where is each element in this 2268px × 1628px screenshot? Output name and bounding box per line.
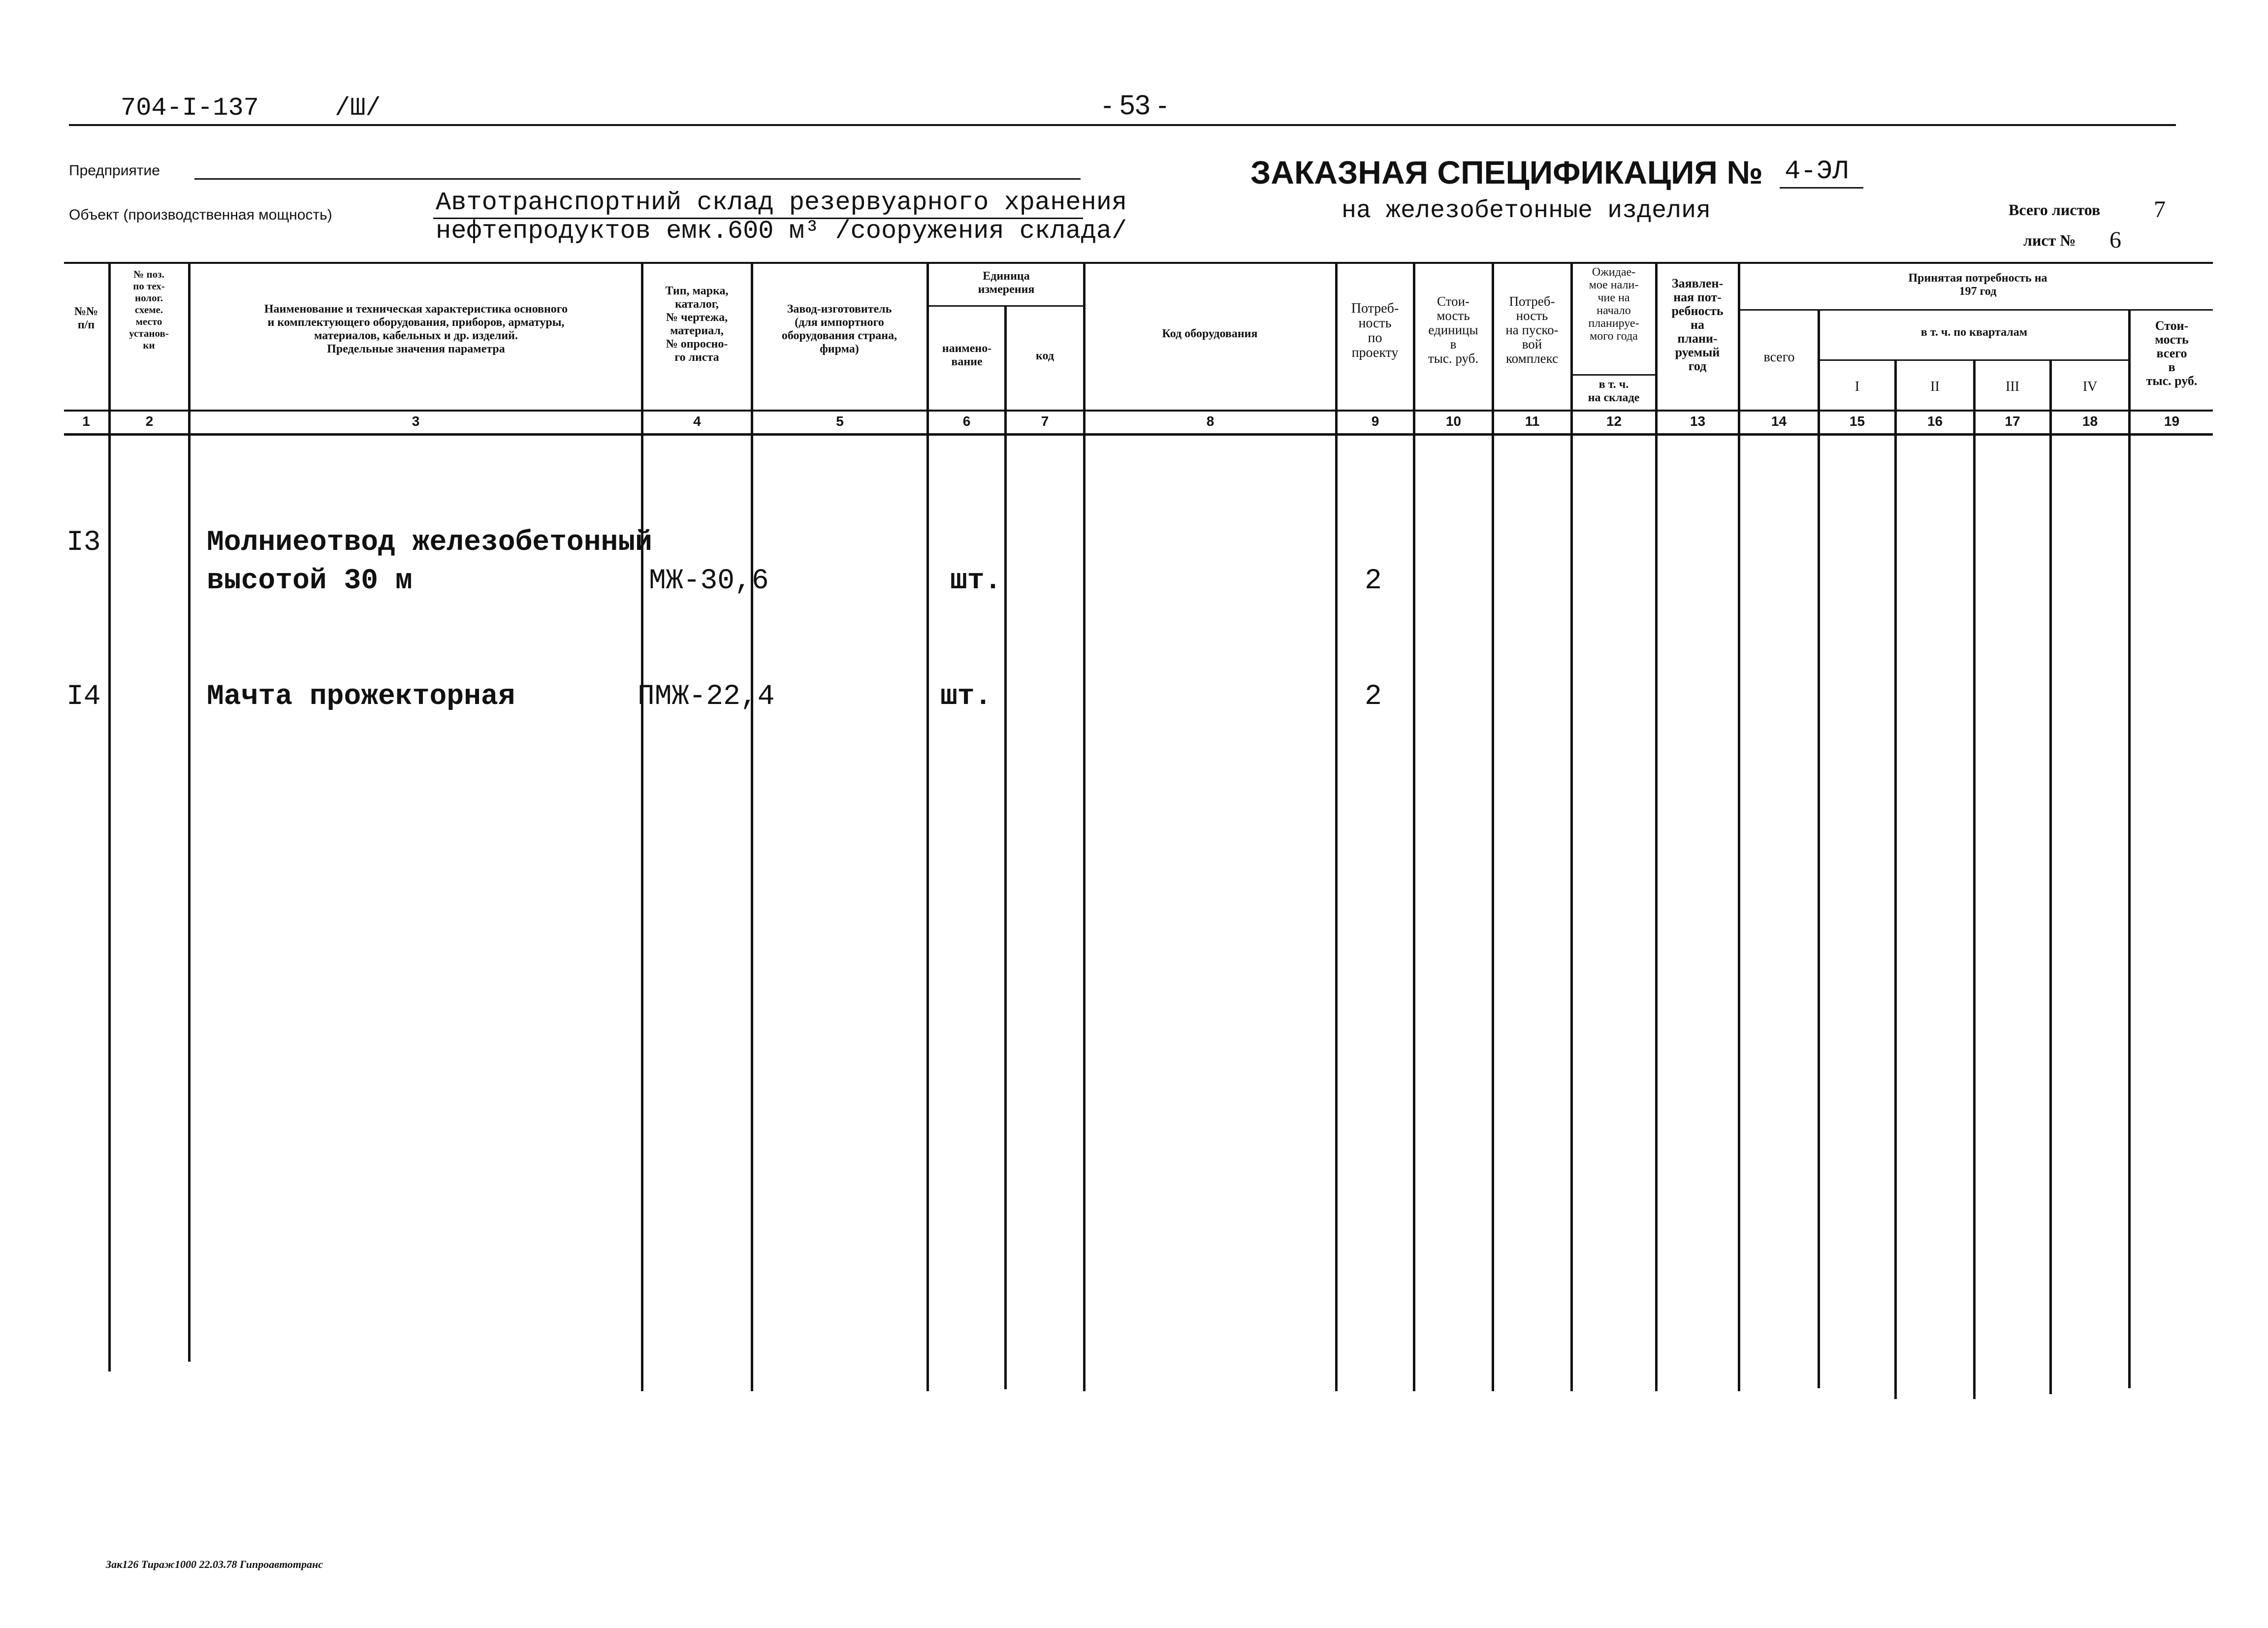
header-accepted-group: Принятая потребность на 197 год [1908, 272, 2047, 298]
colnum-11: 11 [1525, 414, 1540, 429]
header-c8: Код оборудования [1162, 327, 1258, 340]
colnum-17: 17 [2005, 414, 2020, 429]
header-c14: всего [1763, 350, 1795, 365]
item-unit: шт. [940, 681, 992, 713]
header-c2: № поз. по тех- нолог. схеме. место установ- ки [129, 268, 169, 351]
spec-number-underline [1780, 187, 1863, 189]
header-c9: Потреб- ность по проекту [1351, 301, 1399, 360]
enterprise-label: Предприятие [69, 162, 160, 179]
colnum-bottom-rule [64, 433, 2213, 436]
col-rule-8 [1335, 264, 1338, 1391]
object-label: Объект (производственная мощность) [69, 207, 332, 223]
header-c5: Завод-изготовитель (для импортного оборудования страна, фирма) [781, 303, 897, 355]
accepted-group-rule [1740, 309, 2213, 311]
colnum-13: 13 [1690, 414, 1706, 429]
col-rule-7 [1083, 264, 1086, 1391]
item-name: Молниеотвод железобетонный [207, 527, 652, 559]
colnum-5: 5 [836, 414, 844, 429]
col-rule-3 [641, 264, 643, 1391]
colnum-9: 9 [1371, 414, 1379, 429]
document-part: /Ш/ [335, 94, 381, 123]
col-rule-12 [1655, 264, 1658, 1391]
page-number: - 53 - [1103, 89, 1167, 120]
colnum-12: 12 [1606, 414, 1622, 429]
col-rule-13 [1738, 264, 1740, 1391]
item-qty: 2 [1365, 681, 1382, 713]
header-unit-group: Единица измерения [978, 270, 1035, 296]
sheets-total-label: Всего листов [2009, 201, 2101, 219]
c12-split-rule [1573, 374, 1656, 376]
header-c16: II [1930, 379, 1940, 394]
header-c10: Стои- мость единицы в тыс. руб. [1428, 294, 1479, 366]
col-rule-4 [751, 264, 753, 1391]
col-rule-10 [1492, 264, 1494, 1391]
item-type: МЖ-30,6 [649, 565, 769, 597]
colnum-8: 8 [1206, 414, 1214, 429]
col-rule-14 [1818, 310, 1820, 1388]
object-value-line2: нефтепродуктов емк.600 м³ /сооружения склада/ [436, 217, 1127, 246]
colnum-2: 2 [145, 414, 154, 429]
colnum-10: 10 [1445, 414, 1462, 429]
header-c7: код [1036, 350, 1054, 362]
item-unit: шт. [950, 565, 1002, 597]
col-rule-18 [2128, 310, 2131, 1388]
item-name: Мачта прожекторная [207, 681, 515, 713]
col-rule-16 [1973, 360, 1976, 1399]
enterprise-underline [194, 178, 1081, 180]
print-info: Зак126 Тираж1000 22.03.78 Гипроавтотранс [106, 1558, 323, 1570]
table-top-border [64, 262, 2213, 264]
colnum-14: 14 [1771, 414, 1787, 429]
colnum-6: 6 [962, 414, 971, 429]
item-type: ПМЖ-22,4 [638, 681, 775, 713]
header-c15: I [1854, 379, 1860, 394]
col-rule-17 [2049, 360, 2052, 1394]
colnum-3: 3 [412, 414, 420, 429]
header-c12-bottom: в т. ч. на складе [1588, 378, 1640, 404]
colnum-15: 15 [1849, 414, 1865, 429]
header-c17: III [2006, 379, 2019, 394]
header-c4: Тип, марка, каталог, № чертежа, материал, № опросно- го листа [665, 285, 729, 364]
sheets-total-value: 7 [2154, 196, 2166, 223]
header-bottom-rule [64, 410, 2213, 412]
spec-subtitle: на железобетонные изделия [1342, 197, 1711, 225]
header-c6: наимено- вание [942, 342, 992, 368]
spec-title: ЗАКАЗНАЯ СПЕЦИФИКАЦИЯ № [1250, 154, 1763, 191]
sheet-label: лист № [2023, 231, 2076, 249]
colnum-1: 1 [82, 414, 90, 429]
col-rule-15 [1894, 360, 1897, 1399]
colnum-16: 16 [1927, 414, 1943, 429]
col-rule-5 [926, 264, 929, 1391]
header-c11: Потреб- ность на пуско- вой комплекс [1505, 294, 1559, 366]
header-c13: Заявлен- ная пот- ребность на плани- руемый год [1671, 276, 1724, 373]
col-rule-9 [1413, 264, 1415, 1391]
header-c12-top: Ожидае- мое нали- чие на начало планируе- мого года [1588, 266, 1639, 343]
item-name-line2: высотой 30 м [207, 565, 413, 597]
spec-number: 4-ЭЛ [1785, 157, 1849, 187]
item-qty: 2 [1365, 565, 1382, 597]
object-value-line1: Автотранспортний склад резервуарного хранения [436, 188, 1127, 217]
col-rule-11 [1570, 264, 1573, 1391]
col-rule-1 [108, 264, 111, 1372]
colnum-7: 7 [1041, 414, 1049, 429]
header-c3: Наименование и техническая характеристика основного и комплектующего оборудования, приборов, арматуры, материалов, кабельных и др. изделий. Предельные значения параметра [264, 303, 568, 355]
colnum-4: 4 [693, 414, 701, 429]
row-number: I4 [66, 681, 101, 713]
top-rule [69, 124, 2176, 126]
sheet-value: 6 [2109, 227, 2121, 253]
document-code: 704-I-137 [121, 94, 259, 123]
colnum-18: 18 [2082, 414, 2098, 429]
header-c1: №№ п/п [74, 305, 98, 331]
header-c18: IV [2082, 379, 2098, 394]
row-number: I3 [66, 527, 101, 559]
header-c19: Стои- мость всего в тыс. руб. [2146, 319, 2198, 388]
colnum-19: 19 [2164, 414, 2180, 429]
col-rule-6 [1004, 306, 1007, 1389]
header-quarters-group: в т. ч. по кварталам [1920, 326, 2028, 339]
